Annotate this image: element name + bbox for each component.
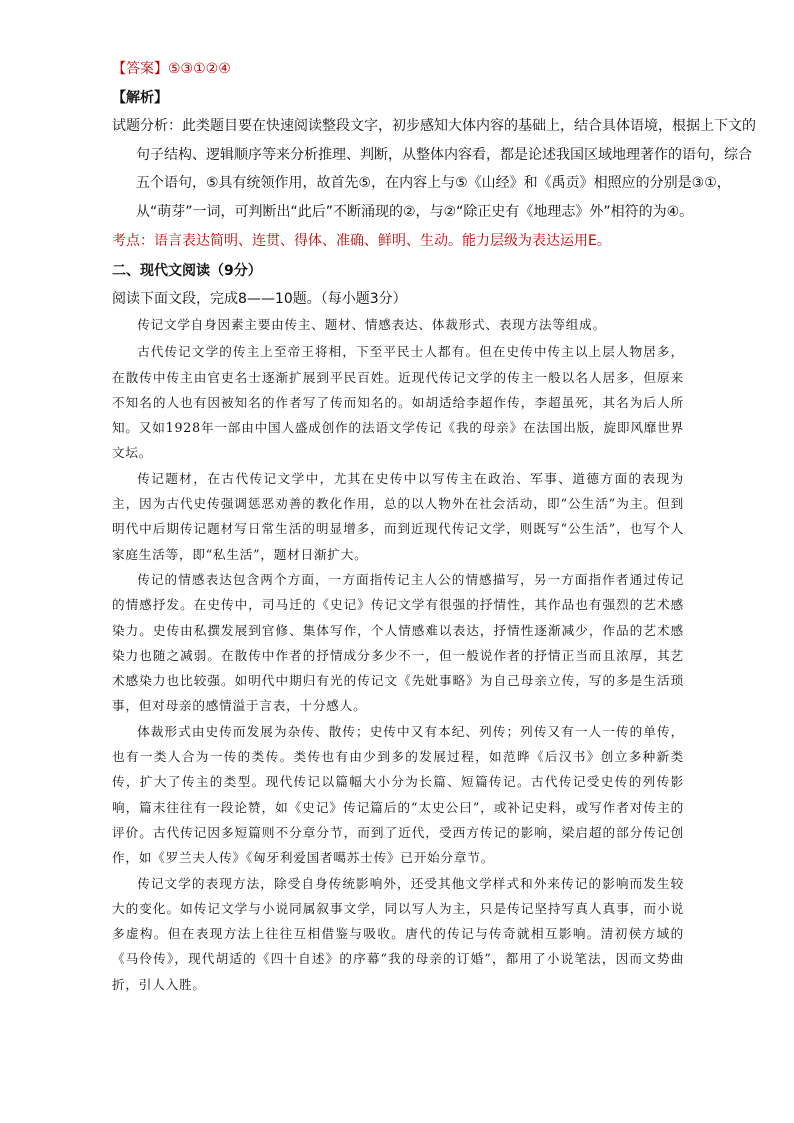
passage-paragraph: 传记题材，在古代传记文学中，尤其在史传中以写传主在政治、军事、道德方面的表现为主，因为古代史传强调惩恶劝善的教化作用，总的以人物外在社会活动，即“公生活”为主。但到明代中后期传记题材写日常生活的明显增多，而到近现代传记文学，则既写“公生活”，也写个人家庭生活等，即“私生活”，题材日渐扩大。 [112,470,684,562]
passage-paragraph: 传记文学的表现方法，除受自身传统影响外，还受其他文学样式和外来传记的影响而发生较大的变化。如传记文学与小说同属叙事文学，同以写人为主，只是传记坚持写真人真事，而小说多虚构。但在表现方法上往往互相借鉴与吸收。唐代的传记与传奇就相互影响。清初侯方域的《马伶传》，现代胡适的《四十自述》的序幕“我的母亲的订婚”，都用了小说笔法，因而文势曲折，引人入胜。 [112,875,684,992]
answer-value: ⑤③①②④ [168,61,231,77]
analysis-first-line: 试题分析：此类题目要在快速阅读整段文字，初步感知大体内容的基础上，结合具体语境，根据上下文的 [112,118,756,134]
passage-paragraph: 古代传记文学的传主上至帝王将相，下至平民士人都有。但在史传中传主以上层人物居多，在散传中传主由官吏名士逐渐扩展到平民百姓。近现代传记文学的传主一般以名人居多，但原来不知名的人也有因被知名的作者写了传而知名的。如胡适给李超作传，李超虽死，其名为后人所知。又如1928年一部由中国人盛成创作的法语文学传记《我的母亲》在法国出版，旋即风靡世界文坛。 [112,344,684,461]
analysis-heading: 【解析】 [112,90,168,106]
answer-line [112,60,231,78]
answer-label: 【答案】 [112,61,168,77]
analysis-body: 句子结构、逻辑顺序等来分析推理、判断，从整体内容看，都是论述我国区域地理著作的语句，综合五个语句，⑤具有统领作用，故首先⑤，在内容上与⑤《山经》和《禹贡》相照应的分别是③①，从“萌芽”一词，可判断出“此后”不断涌现的②，与②“除正史有《地理志》外”相符的为④。 [136,146,752,220]
passage-paragraph: 传记文学自身因素主要由传主、题材、情感表达、体裁形式、表现方法等组成。 [137,317,606,332]
reading-passage [112,312,684,997]
analysis-text [112,112,762,226]
passage-paragraph: 体裁形式由史传而发展为杂传、散传；史传中又有本纪、列传；列传又有一人一传的单传，也有一类人合为一传的类传。类传也有由少到多的发展过程，如范晔《后汉书》创立多种新类传，扩大了传主的类型。现代传记以篇幅大小分为长篇、短篇传记。古代传记受史传的列传影响，篇末往往有一段论赞，如《史记》传记篇后的“太史公曰”，或补记史料，或写作者对传主的评价。古代传记因多短篇则不分章分节，而到了近代，受西方传记的影响，梁启超的部分传记创作，如《罗兰夫人传》《匈牙利爱国者噶苏士传》已开始分章节。 [112,723,684,866]
passage-paragraph: 传记的情感表达包含两个方面，一方面指传记主人公的情感描写，另一方面指作者通过传记的情感抒发。在史传中，司马迁的《史记》传记文学有很强的抒情性，其作品也有强烈的艺术感染力。史传由私撰发展到官修、集体写作，个人情感难以表达，抒情性逐渐减少，作品的艺术感染力也随之减弱。在散传中作者的抒情成分多少不一，但一般说作者的抒情正当而且浓厚，其艺术感染力也比较强。如明代中期归有光的传记文《先妣事略》为自己母亲立传，写的多是生活琐事，但对母亲的感情溢于言表，十分感人。 [112,571,684,714]
reading-instruction: 阅读下面文段，完成8——10题。（每小题3分） [112,291,407,307]
section-title: 二、现代文阅读（9分） [112,263,262,279]
exam-point-note: 考点：语言表达简明、连贯、得体、准确、鲜明、生动。能力层级为表达运用E。 [112,233,611,249]
